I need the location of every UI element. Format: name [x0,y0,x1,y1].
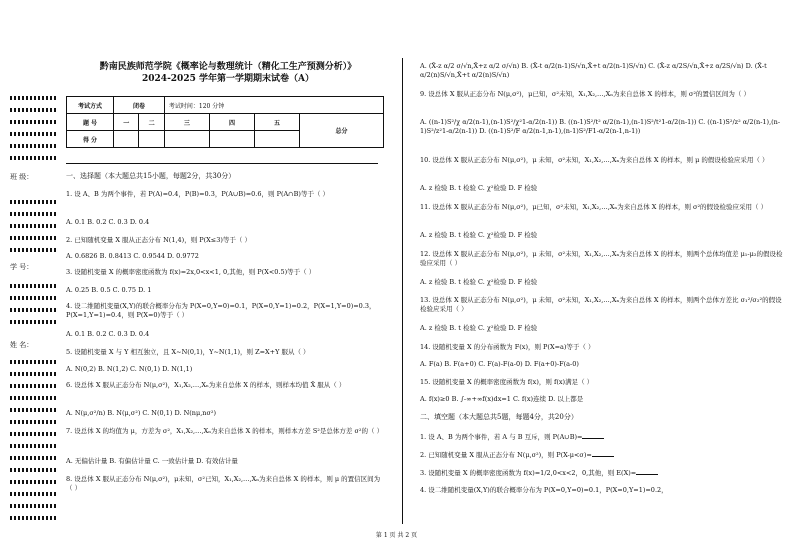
dotted-line [10,480,56,484]
question-5-options: A. N(0,2) B. N(1,2) C. N(0,1) D. N(1,1) [66,365,193,373]
section-1-heading: 一、选择题（本大题总共15小题，每题2分，共30分） [66,172,236,180]
page-footer: 第 1 页 共 2 页 [375,532,418,539]
question-12: 12. 设总体 X 服从正态分布 N(μ,σ²)，μ 未知，σ²未知，X₁,X₂,…,Xₙ为来自总体 X 的样本，则两个总体均值差 μ₁-μ₂的假设检验应采用（ ） [420,250,783,267]
exam-method-label: 考试方式 [67,97,114,114]
dotted-line [10,408,56,412]
question-11-options: A. z 检验 B. t 检验 C. χ²检验 D. F 检验 [420,231,538,239]
question-2-options: A. 0.6826 B. 0.8413 C. 0.9544 D. 0.9772 [66,252,199,260]
section-divider [66,163,378,164]
dotted-line [10,108,56,112]
col-1: 一 [114,114,139,131]
col-4: 四 [209,114,254,131]
student-id-label: 学 号： [10,263,34,271]
dotted-line [10,224,56,228]
section-2-heading: 二、填空题（本大题总共5题，每题4分，共20分） [420,413,578,421]
question-7-options: A. 无偏估计量 B. 有偏估计量 C. 一致估计量 D. 有效估计量 [66,457,238,465]
fill-question-3 [420,468,788,478]
question-no-label: 题 号 [67,114,114,131]
dotted-line [10,372,56,376]
fill-question-3-text: 3. 设随机变量 X 的概率密度函数为 f(x)=1/2,0<x<2，0,其他，则 E(X)= [420,469,637,477]
dotted-line [10,132,56,136]
col-3: 三 [164,114,209,131]
answer-blank[interactable] [582,432,604,439]
question-8: 8. 设总体 X 服从正态分布 N(μ,σ²)，μ未知，σ²已知，X₁,X₂,…,Xₙ为来自总体 X 的样本，则 μ 的置信区间为（ ） [66,475,381,492]
question-15: 15. 设随机变量 X 的概率密度函数为 f(x)，则 f(x)满足（ ） [420,378,594,386]
exam-method-value: 闭卷 [114,97,165,114]
dotted-line [10,420,56,424]
dotted-line [10,144,56,148]
dotted-line [10,456,56,460]
question-6: 6. 设总体 X 服从正态分布 N(μ,σ²)，X₁,X₂,…,Xₙ为来自总体 X 的样本，则样本均值 X̄ 服从（ ） [66,381,346,389]
dotted-line [10,320,56,324]
score-cell[interactable] [164,131,209,148]
col-5: 五 [255,114,300,131]
dotted-line [10,444,56,448]
question-14-options: A. F(a) B. F(a+0) C. F(a)-F(a-0) D. F(a+0)-F(a-0) [420,360,579,368]
dotted-line [10,384,56,388]
question-10-options: A. z 检验 B. t 检验 C. χ²检验 D. F 检验 [420,184,538,192]
question-15-options: A. f(x)≥0 B. ∫-∞+∞f(x)dx=1 C. f(x)连续 D. 以上都是 [420,395,584,403]
fill-question-2 [420,450,788,460]
dotted-line [10,468,56,472]
question-3-options: A. 0.25 B. 0.5 C. 0.75 D. 1 [66,286,152,294]
question-13-options: A. z 检验 B. t 检验 C. χ²检验 D. F 检验 [420,324,538,332]
question-11: 11. 设总体 X 服从正态分布 N(μ,σ²)，μ已知，σ²未知，X₁,X₂,…,Xₙ为来自总体 X 的样本，则 σ²的假设检验应采用（ ） [420,203,768,211]
dotted-line [10,504,56,508]
question-7: 7. 设总体 X 的均值为 μ，方差为 σ²，X₁,X₂,…,Xₙ为来自总体 X 的样本，则样本方差 S²是总体方差 σ²的（ ） [66,427,384,435]
dotted-line [10,120,56,124]
dotted-line [10,156,56,160]
answer-blank[interactable] [592,450,614,457]
fill-question-1 [420,432,788,442]
question-1: 1. 设 A、B 为两个事件，若 P(A)=0.4，P(B)=0.3，P(A∪B)=0.6，则 P(A∩B)等于（ ） [66,190,330,198]
question-1-options: A. 0.1 B. 0.2 C. 0.3 D. 0.4 [66,218,150,226]
question-14: 14. 设随机变量 X 的分布函数为 F(x)，则 P(X=a)等于（ ） [420,343,595,351]
score-table [66,96,384,148]
dotted-line [10,396,56,400]
exam-subtitle: 2024-2025 学年第一学期期末试卷（A） [142,74,314,84]
fill-question-2-text: 2. 已知随机变量 X 服从正态分布 N(μ,σ²)，则 P(X-μ<σ)= [420,451,592,459]
question-12-options: A. z 检验 B. t 检验 C. χ²检验 D. F 检验 [420,278,538,286]
dotted-line [10,200,56,204]
dotted-line [10,248,56,252]
total-label: 总分 [300,114,384,148]
question-2: 2. 已知随机变量 X 服从正态分布 N(1,4)，则 P(X≤3)等于（ ） [66,236,251,244]
dotted-line [10,308,56,312]
question-13: 13. 设总体 X 服从正态分布 N(μ,σ²)，μ 未知，σ²未知，X₁,X₂,…,Xₙ为来自总体 X 的样本，则两个总体方差比 σ₁²/σ₂²的假设检验应采用（ ） [420,296,782,313]
question-9-options: A. ((n-1)S²/χ α/2(n-1),(n-1)S²/χ²1-α/2(n-1)) B. ((n-1)S²/t² α/2(n-1),(n-1)S²/t²1-α/2(n-1)) C. ((n-1)S²/z² α/2(n-1),(n-1)S²/z²1-α/2(n-1)) D. ((n-1)S²/F α/2(n-1,n-1),(n-1)S²/F1-α/2(n-1,n-1)) [420,118,781,135]
class-label: 班 级： [10,173,34,181]
dotted-line [10,284,56,288]
question-10: 10. 设总体 X 服从正态分布 N(μ,σ²)，μ 未知，σ²未知，X₁,X₂,…,Xₙ为来自总体 X 的样本，则 μ 的假设检验应采用（ ） [420,156,769,164]
question-9: 9. 设总体 X 服从正态分布 N(μ,σ²)，μ已知，σ²未知，X₁,X₂,…,Xₙ为来自总体 X 的样本，则 σ²的置信区间为（ ） [420,90,750,98]
answer-blank[interactable] [636,468,658,475]
dotted-line [10,360,56,364]
dotted-line [10,432,56,436]
score-label: 得 分 [67,131,114,148]
score-cell[interactable] [114,131,139,148]
question-4: 4. 设二维随机变量(X,Y)的联合概率分布为 P(X=0,Y=0)=0.1，P(X=0,Y=1)=0.2，P(X=1,Y=0)=0.3，P(X=1,Y=1)=0.4，则 P(X=0)等于（ ） [66,302,376,319]
question-8-options: A. (X̄-z α/2 σ/√n,X̄+z α/2 σ/√n) B. (X̄-t α/2(n-1)S/√n,X̄+t α/2(n-1)S/√n) C. (X̄-z α/2S/√n,X̄+z α/2S/√n) D. (X̄-t α/2(n)S/√n,X̄+t α/2(n)S/√n) [420,62,767,79]
fill-question-4: 4. 设二维随机变量(X,Y)的联合概率分布为 P(X=0,Y=0)=0.1，P(X=0,Y=1)=0.2， [420,486,668,494]
dotted-line [10,296,56,300]
fill-question-1-text: 1. 设 A、B 为两个事件，若 A 与 B 互斥，则 P(A∪B)= [420,433,583,441]
score-cell[interactable] [209,131,254,148]
exam-time: 考试时间：120 分钟 [164,97,383,114]
dotted-line [10,492,56,496]
dotted-line [10,96,56,100]
score-cell[interactable] [139,131,164,148]
name-label: 姓 名： [10,341,34,349]
column-divider [402,58,403,524]
question-3: 3. 设随机变量 X 的概率密度函数为 f(x)=2x,0<x<1, 0,其他，则 P(X<0.5)等于（ ） [66,268,316,276]
dotted-line [10,516,56,520]
score-cell[interactable] [255,131,300,148]
question-5: 5. 设随机变量 X 与 Y 相互独立，且 X~N(0,1)，Y~N(1,1)，则 Z=X+Y 服从（ ） [66,348,310,356]
dotted-line [10,212,56,216]
question-6-options: A. N(μ,σ²/n) B. N(μ,σ²) C. N(0,1) D. N(nμ,nσ²) [66,409,217,417]
col-2: 二 [139,114,164,131]
exam-title: 黔南民族师范学院《概率论与数理统计（精化工生产预测分析）》 [99,62,357,72]
question-4-options: A. 0.1 B. 0.2 C. 0.3 D. 0.4 [66,330,150,338]
dotted-line [10,236,56,240]
